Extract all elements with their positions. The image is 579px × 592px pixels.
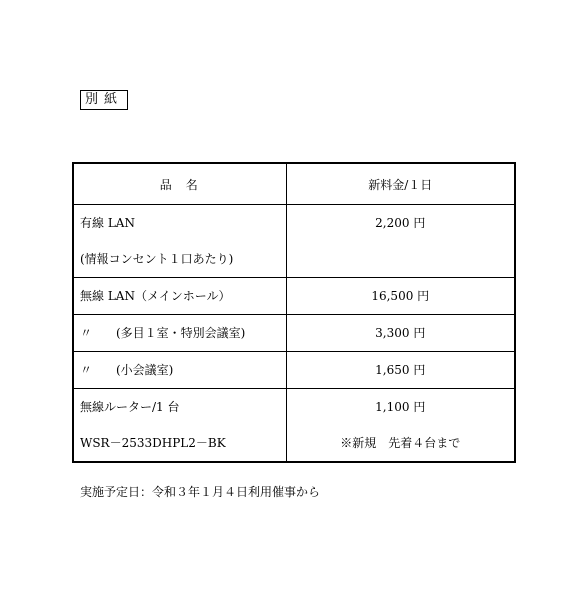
attachment-label: 別紙	[80, 90, 128, 110]
item-price-line	[287, 241, 515, 277]
item-price-cell	[286, 352, 515, 389]
item-name-line: 有線 LAN	[80, 216, 135, 230]
item-name-line: 無線 LAN（メインホール）	[80, 289, 231, 303]
header-new-price: 新料金/１日	[286, 163, 515, 205]
item-price-cell	[286, 315, 515, 352]
item-price-line: 1,100 円	[375, 400, 426, 414]
item-price-cell	[286, 278, 515, 315]
item-name-cell	[73, 352, 286, 389]
item-price-line: 2,200 円	[375, 216, 426, 230]
price-table	[72, 162, 516, 463]
table-row	[73, 278, 515, 315]
item-price-line: 3,300 円	[375, 326, 426, 340]
table-row	[73, 389, 515, 463]
table-row	[73, 205, 515, 278]
item-name-line: (情報コンセント１口あたり)	[80, 252, 234, 266]
item-name-cell	[73, 278, 286, 315]
item-name-line: WSR－2533DHPL2－BK	[80, 436, 226, 450]
item-price-line: ※新規 先着４台まで	[340, 436, 461, 450]
item-name-line: 〃 (小会議室)	[80, 363, 174, 377]
item-price-cell	[286, 205, 515, 278]
table-row	[73, 315, 515, 352]
table-row	[73, 352, 515, 389]
item-name-cell	[73, 205, 286, 278]
header-item-name: 品名	[73, 163, 286, 205]
item-price-line: 16,500 円	[371, 289, 430, 303]
item-name-cell	[73, 315, 286, 352]
item-price-cell	[286, 389, 515, 463]
item-price-line: 1,650 円	[375, 363, 426, 377]
item-name-line: 〃 (多目１室・特別会議室)	[80, 326, 246, 340]
item-name-line: 無線ルーター/1 台	[80, 400, 180, 414]
implementation-date-note: 実施予定日：令和３年１月４日利用催事から	[80, 485, 321, 499]
table-header-row	[73, 163, 515, 205]
item-name-cell	[73, 389, 286, 463]
